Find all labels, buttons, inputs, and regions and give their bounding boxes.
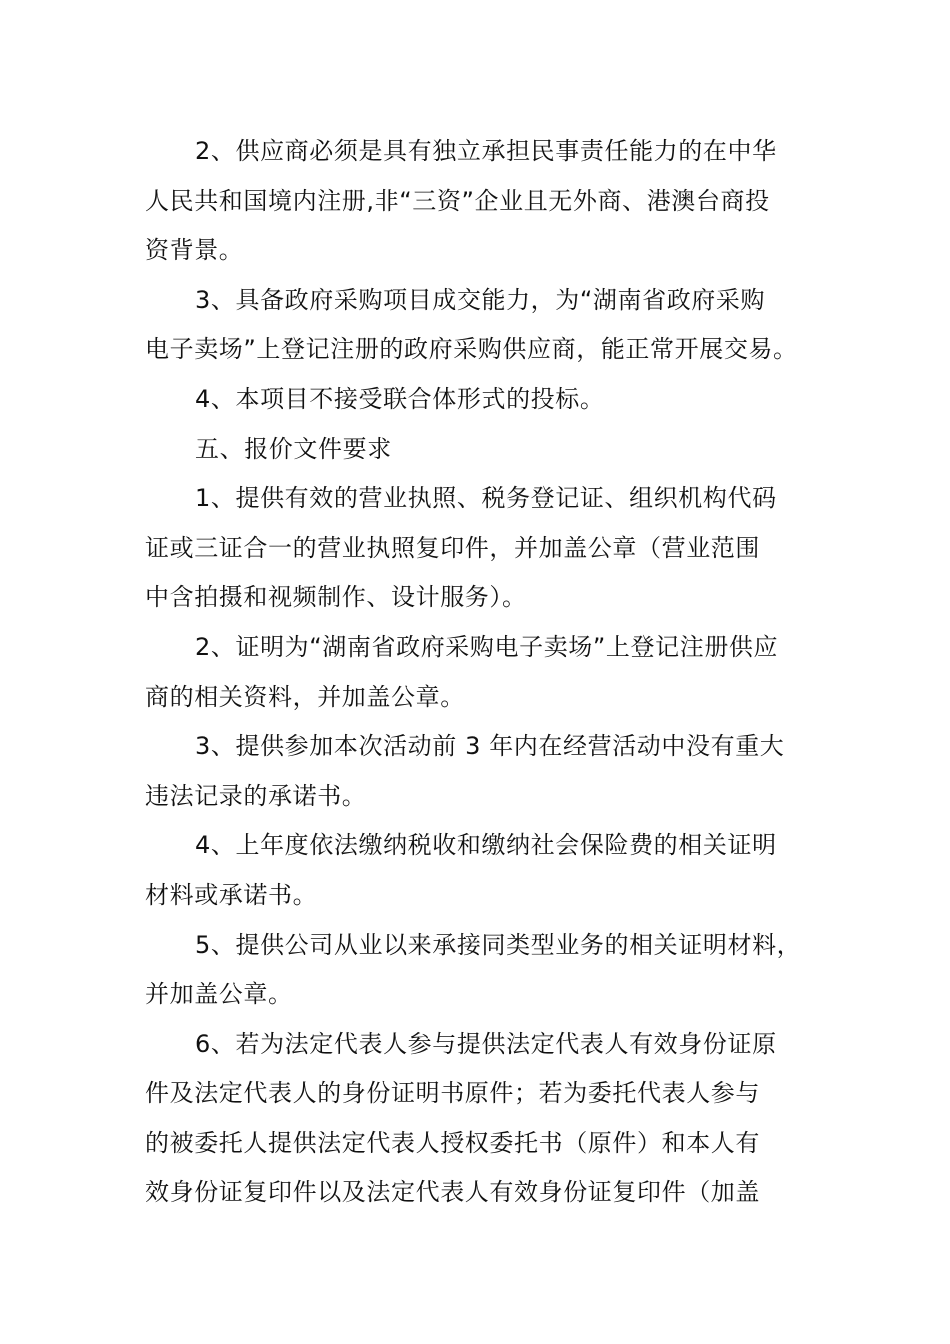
paragraph-line: 材料或承诺书。 — [145, 880, 318, 909]
paragraph-line: 1、提供有效的营业执照、税务登记证、组织机构代码 — [195, 484, 777, 513]
paragraph-line: 的被委托人提供法定代表人授权委托书（原件）和本人有 — [145, 1128, 760, 1157]
paragraph-line: 件及法定代表人的身份证明书原件；若为委托代表人参与 — [145, 1079, 760, 1108]
paragraph-line: 3、具备政府采购项目成交能力，为“湖南省政府采购 — [195, 285, 766, 314]
paragraph-line: 资背景。 — [145, 236, 244, 265]
paragraph-line: 违法记录的承诺书。 — [145, 781, 367, 810]
paragraph-line: 2、证明为“湖南省政府采购电子卖场”上登记注册供应 — [195, 632, 779, 661]
paragraph-line: 并加盖公章。 — [145, 980, 293, 1009]
paragraph-line: 5、提供公司从业以来承接同类型业务的相关证明材料， — [195, 930, 802, 959]
paragraph-line: 2、供应商必须是具有独立承担民事责任能力的在中华 — [195, 137, 777, 165]
paragraph-line: 效身份证复印件以及法定代表人有效身份证复印件（加盖 — [145, 1178, 760, 1207]
paragraph-line: 3、提供参加本次活动前 3 年内在经营活动中没有重大 — [195, 732, 785, 761]
paragraph-line: 电子卖场”上登记注册的政府采购供应商，能正常开展交易。 — [145, 335, 798, 364]
document-body — [145, 127, 835, 1218]
paragraph-line: 人民共和国境内注册,非“三资”企业且无外商、港澳台商投 — [145, 186, 770, 215]
paragraph-line: 4、上年度依法缴纳税收和缴纳社会保险费的相关证明 — [195, 831, 777, 860]
paragraph-line: 商的相关资料，并加盖公章。 — [145, 682, 465, 711]
section-heading: 五、报价文件要求 — [195, 434, 392, 463]
paragraph-line: 6、若为法定代表人参与提供法定代表人有效身份证原 — [195, 1029, 777, 1058]
paragraph-line: 4、本项目不接受联合体形式的投标。 — [195, 384, 605, 413]
paragraph-line: 证或三证合一的营业执照复印件，并加盖公章（营业范围 — [145, 533, 760, 562]
paragraph-line: 中含拍摄和视频制作、设计服务）。 — [145, 583, 527, 612]
